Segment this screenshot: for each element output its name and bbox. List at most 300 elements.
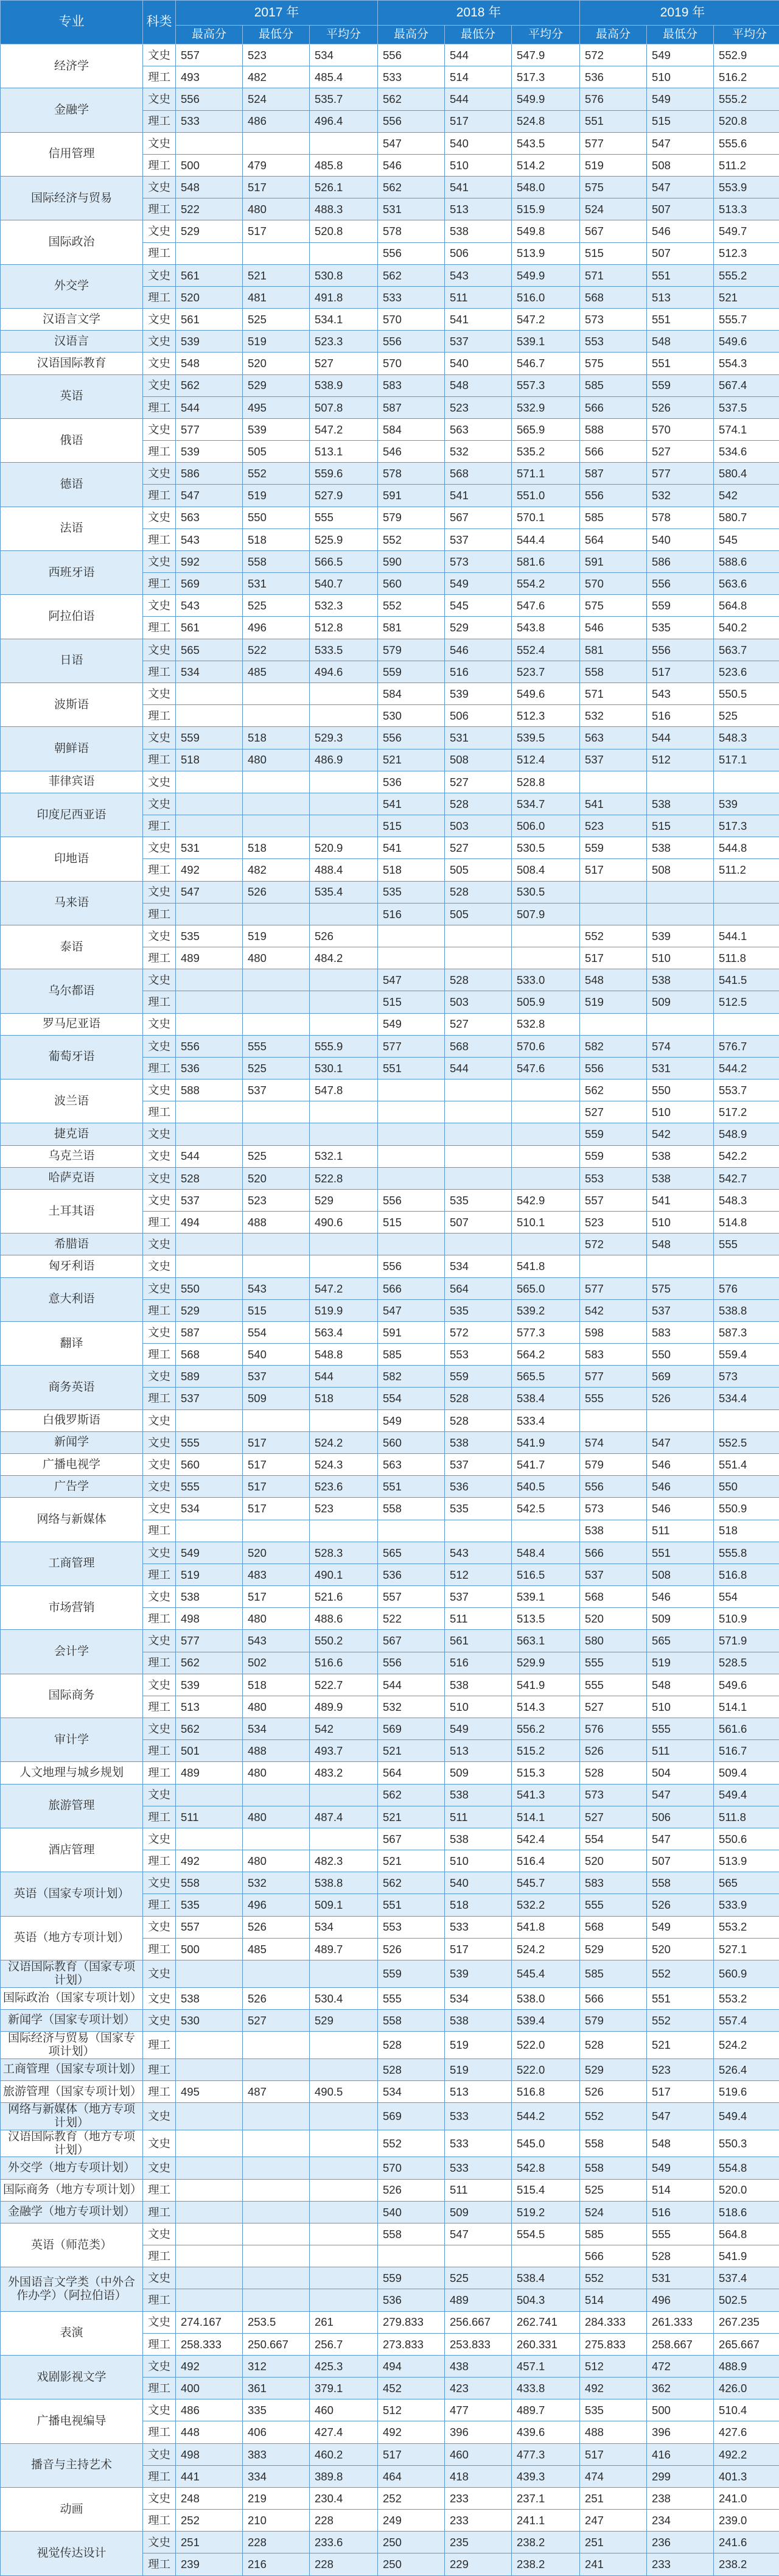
score-cell: 496 (647, 2289, 714, 2311)
track-cell: 文史 (143, 1321, 176, 1343)
score-cell: 490.6 (310, 1212, 378, 1234)
score-cell: 533 (445, 1916, 512, 1938)
score-cell (310, 1960, 378, 1987)
score-cell: 578 (378, 463, 445, 485)
score-cell: 553.9 (714, 177, 779, 198)
score-cell: 561.6 (714, 1718, 779, 1740)
score-cell: 581.6 (512, 550, 580, 572)
score-cell: 539 (176, 441, 243, 463)
table-row (1, 1013, 779, 1035)
score-cell: 549 (378, 1409, 445, 1431)
score-cell: 508 (445, 749, 512, 771)
score-cell: 509 (445, 2201, 512, 2223)
score-cell: 553.7 (714, 1079, 779, 1101)
max-score-header: 最高分 (378, 26, 445, 44)
score-cell: 570 (378, 309, 445, 331)
score-cell: 583 (580, 1872, 647, 1894)
score-cell: 527 (445, 837, 512, 859)
score-cell: 534.4 (714, 1388, 779, 1409)
score-cell: 543 (445, 1542, 512, 1563)
score-cell (243, 2267, 310, 2289)
score-cell: 521 (378, 1850, 445, 1872)
score-cell: 540.5 (512, 1476, 580, 1498)
score-cell: 546 (580, 617, 647, 639)
score-cell: 588.6 (714, 550, 779, 572)
score-cell (378, 1079, 445, 1101)
score-cell: 550.6 (714, 1828, 779, 1850)
score-cell: 533 (445, 2130, 512, 2157)
score-cell: 252 (176, 2510, 243, 2532)
score-cell: 494 (378, 2355, 445, 2377)
table-row (1, 331, 779, 353)
score-cell: 488.9 (714, 2355, 779, 2377)
score-cell: 238.2 (512, 2532, 580, 2553)
major-name-cell: 表演 (1, 2311, 143, 2355)
score-cell: 558 (243, 550, 310, 572)
score-cell: 535 (647, 617, 714, 639)
track-cell: 文史 (143, 550, 176, 572)
table-row (1, 309, 779, 331)
score-cell (176, 1234, 243, 1255)
score-cell: 539 (176, 331, 243, 353)
score-cell: 528 (378, 2031, 445, 2058)
score-cell: 555 (647, 1718, 714, 1740)
table-row (1, 88, 779, 110)
score-cell (512, 1123, 580, 1145)
score-cell: 576.7 (714, 1035, 779, 1057)
score-cell: 511 (445, 286, 512, 308)
score-cell: 512 (378, 2399, 445, 2421)
score-cell: 568 (176, 1344, 243, 1366)
score-cell: 532.1 (310, 1145, 378, 1167)
major-name-cell: 印度尼西亚语 (1, 793, 143, 837)
score-cell: 548 (445, 374, 512, 396)
score-cell: 480 (243, 1696, 310, 1718)
table-row (1, 1035, 779, 1057)
major-name-cell: 新闻学 (1, 1431, 143, 1453)
score-cell (176, 991, 243, 1013)
score-cell: 522.0 (512, 2058, 580, 2080)
score-cell: 534 (243, 1718, 310, 1740)
score-cell: 545.7 (512, 1872, 580, 1894)
score-cell: 529 (310, 1189, 378, 1211)
score-cell: 500 (647, 2399, 714, 2421)
score-cell: 495 (243, 396, 310, 418)
score-cell: 559 (378, 661, 445, 683)
track-cell: 文史 (143, 2487, 176, 2509)
score-cell: 537 (176, 1189, 243, 1211)
score-cell: 519.9 (310, 1299, 378, 1321)
score-cell: 577 (378, 1035, 445, 1057)
score-cell: 544.2 (512, 2103, 580, 2130)
table-row (1, 2179, 779, 2201)
major-name-cell: 汉语国际教育（地方专项计划） (1, 2130, 143, 2157)
score-cell: 530.1 (310, 1057, 378, 1079)
score-cell: 547 (647, 1784, 714, 1806)
score-cell: 512.8 (310, 617, 378, 639)
major-name-cell: 新闻学（国家专项计划） (1, 2009, 143, 2031)
score-cell: 529 (580, 1938, 647, 1960)
score-cell: 396 (445, 2421, 512, 2443)
score-cell: 234 (647, 2510, 714, 2532)
score-cell: 552.4 (512, 639, 580, 661)
score-cell (176, 969, 243, 991)
major-name-cell: 马来语 (1, 881, 143, 925)
score-cell: 534 (310, 1916, 378, 1938)
score-cell: 565 (647, 1630, 714, 1652)
track-cell: 文史 (143, 1123, 176, 1145)
score-cell: 492 (176, 1850, 243, 1872)
track-cell: 文史 (143, 1079, 176, 1101)
major-name-cell: 白俄罗斯语 (1, 1409, 143, 1431)
track-cell: 理工 (143, 1850, 176, 1872)
score-cell: 517 (580, 859, 647, 881)
track-cell: 文史 (143, 1167, 176, 1189)
table-row (1, 2009, 779, 2031)
major-name-cell: 英语（地方专项计划） (1, 1916, 143, 1960)
avg-score-header: 平均分 (714, 26, 779, 44)
score-cell: 548 (647, 331, 714, 353)
score-cell: 514 (647, 2179, 714, 2201)
score-cell: 539.1 (512, 1586, 580, 1608)
table-row (1, 771, 779, 793)
track-cell: 文史 (143, 1255, 176, 1277)
table-row (1, 639, 779, 661)
score-cell: 547.2 (310, 418, 378, 440)
score-cell: 452 (378, 2378, 445, 2399)
score-cell: 518 (243, 837, 310, 859)
score-cell: 531 (176, 837, 243, 859)
score-cell (243, 705, 310, 727)
score-cell: 241 (580, 2553, 647, 2575)
score-cell: 533.4 (512, 1409, 580, 1431)
score-cell: 532 (647, 485, 714, 507)
track-cell: 文史 (143, 353, 176, 374)
table-row (1, 2201, 779, 2223)
score-cell: 538.4 (512, 2267, 580, 2289)
score-cell: 573 (580, 1784, 647, 1806)
score-cell: 535 (445, 1299, 512, 1321)
score-cell (243, 771, 310, 793)
score-cell: 528 (580, 2031, 647, 2058)
score-cell: 540 (445, 353, 512, 374)
score-cell: 566 (580, 1542, 647, 1563)
score-cell: 571.9 (714, 1630, 779, 1652)
score-cell: 512 (445, 1563, 512, 1585)
score-cell: 510.4 (714, 2399, 779, 2421)
score-cell (176, 1784, 243, 1806)
score-cell: 521 (243, 264, 310, 286)
track-cell: 理工 (143, 2333, 176, 2355)
score-cell: 548.8 (310, 1344, 378, 1366)
score-cell (445, 1167, 512, 1189)
score-cell: 523 (243, 1189, 310, 1211)
score-cell: 548.9 (714, 1123, 779, 1145)
score-cell: 522.0 (512, 2031, 580, 2058)
track-cell: 文史 (143, 1409, 176, 1431)
score-cell (310, 1123, 378, 1145)
score-cell: 555 (580, 1652, 647, 1674)
score-cell: 484.2 (310, 947, 378, 969)
score-cell: 480 (243, 947, 310, 969)
score-cell: 540 (647, 528, 714, 550)
table-row (1, 1321, 779, 1343)
track-cell: 文史 (143, 463, 176, 485)
score-cell: 547 (647, 132, 714, 154)
score-cell: 570.6 (512, 1035, 580, 1057)
score-cell (243, 2031, 310, 2058)
score-cell (714, 903, 779, 925)
score-cell (176, 242, 243, 264)
score-cell: 516.7 (714, 1740, 779, 1762)
score-cell: 539 (714, 793, 779, 815)
score-cell: 514.1 (512, 1806, 580, 1828)
score-cell: 519.6 (714, 2080, 779, 2102)
table-row (1, 353, 779, 374)
major-name-cell: 商务英语 (1, 1366, 143, 1409)
major-name-cell: 汉语国际教育（国家专项计划） (1, 1960, 143, 1987)
score-cell: 574 (647, 1035, 714, 1057)
score-cell: 555 (176, 1476, 243, 1498)
major-name-cell: 德语 (1, 463, 143, 507)
score-cell: 510.9 (714, 1608, 779, 1630)
score-cell: 579 (580, 1454, 647, 1476)
score-cell (580, 1013, 647, 1035)
score-cell: 524.8 (512, 110, 580, 132)
score-cell (310, 991, 378, 1013)
score-cell: 238.2 (512, 2553, 580, 2575)
table-row (1, 2487, 779, 2509)
track-cell: 文史 (143, 793, 176, 815)
score-cell: 520.9 (310, 837, 378, 859)
table-row (1, 550, 779, 572)
year-2019-header: 2019 年 (580, 1, 779, 26)
score-cell: 538 (445, 1674, 512, 1696)
score-cell: 510 (445, 1850, 512, 1872)
major-name-cell: 乌尔都语 (1, 969, 143, 1013)
major-name-cell: 工商管理 (1, 1542, 143, 1585)
score-cell: 513 (445, 198, 512, 220)
table-row (1, 1145, 779, 1167)
score-cell: 219 (243, 2487, 310, 2509)
score-cell (647, 1409, 714, 1431)
score-cell: 488 (243, 1212, 310, 1234)
score-cell: 573 (580, 1498, 647, 1520)
track-cell: 文史 (143, 1630, 176, 1652)
score-cell (445, 2245, 512, 2267)
score-cell: 525 (580, 2179, 647, 2201)
track-cell: 理工 (143, 1652, 176, 1674)
score-cell: 516.6 (310, 1652, 378, 1674)
track-cell: 理工 (143, 991, 176, 1013)
score-cell: 529 (580, 2058, 647, 2080)
score-cell: 549 (647, 1916, 714, 1938)
score-cell (310, 2103, 378, 2130)
score-cell: 427.6 (714, 2421, 779, 2443)
score-cell: 544 (176, 396, 243, 418)
score-cell: 485.4 (310, 66, 378, 88)
score-cell: 559 (445, 1366, 512, 1388)
score-cell (445, 925, 512, 947)
score-cell: 540 (445, 1872, 512, 1894)
table-row (1, 1872, 779, 1894)
score-cell: 565.0 (512, 1277, 580, 1299)
score-cell: 284.333 (580, 2311, 647, 2333)
score-cell: 547 (176, 881, 243, 903)
score-cell: 509 (647, 1608, 714, 1630)
score-cell: 564.8 (714, 2223, 779, 2245)
score-cell (176, 2245, 243, 2267)
score-cell: 535 (378, 881, 445, 903)
score-cell (445, 1123, 512, 1145)
table-row (1, 418, 779, 440)
score-cell: 548 (176, 177, 243, 198)
score-cell: 517.3 (714, 815, 779, 837)
score-cell: 537 (647, 1299, 714, 1321)
major-name-cell: 网络与新媒体 (1, 1498, 143, 1542)
track-cell: 理工 (143, 1388, 176, 1409)
score-cell: 556.2 (512, 1718, 580, 1740)
score-cell: 570 (378, 353, 445, 374)
score-cell: 556 (176, 88, 243, 110)
score-cell: 562 (176, 1718, 243, 1740)
score-cell: 488.6 (310, 1608, 378, 1630)
score-cell: 567 (445, 507, 512, 528)
score-cell: 509.4 (714, 1762, 779, 1784)
table-row (1, 44, 779, 66)
avg-score-header: 平均分 (512, 26, 580, 44)
score-cell: 527.9 (310, 485, 378, 507)
score-cell: 525 (243, 1145, 310, 1167)
score-cell: 541 (445, 177, 512, 198)
score-cell: 544.2 (714, 1057, 779, 1079)
score-cell: 480 (243, 1850, 310, 1872)
score-cell: 515 (580, 242, 647, 264)
score-cell: 557 (176, 1916, 243, 1938)
score-cell (378, 1123, 445, 1145)
score-cell: 544 (310, 1366, 378, 1388)
score-cell: 485 (243, 1938, 310, 1960)
track-cell: 理工 (143, 2510, 176, 2532)
score-cell: 511.2 (714, 154, 779, 176)
score-cell: 544 (378, 1674, 445, 1696)
score-cell: 536 (445, 1476, 512, 1498)
score-cell: 538 (647, 969, 714, 991)
score-cell: 480 (243, 198, 310, 220)
major-name-cell: 翻译 (1, 1321, 143, 1365)
score-cell: 519.2 (512, 2201, 580, 2223)
score-cell: 538 (445, 1784, 512, 1806)
score-cell: 555 (176, 1431, 243, 1453)
score-cell: 513.3 (714, 198, 779, 220)
score-cell: 550 (647, 1344, 714, 1366)
score-cell: 583 (580, 1344, 647, 1366)
major-name-cell: 波兰语 (1, 1079, 143, 1123)
score-cell: 569 (176, 573, 243, 595)
score-cell: 253.5 (243, 2311, 310, 2333)
score-cell: 565 (378, 1542, 445, 1563)
score-cell (378, 1101, 445, 1123)
score-cell: 564.2 (512, 1344, 580, 1366)
score-cell: 569 (378, 2103, 445, 2130)
score-cell: 556 (378, 1189, 445, 1211)
score-cell: 524 (580, 2201, 647, 2223)
score-cell: 379.1 (310, 2378, 378, 2399)
track-cell: 文史 (143, 1718, 176, 1740)
score-cell (243, 2157, 310, 2179)
score-cell: 528 (445, 1388, 512, 1409)
score-cell: 522.7 (310, 1674, 378, 1696)
score-cell: 585 (378, 1344, 445, 1366)
track-cell: 理工 (143, 1520, 176, 1542)
track-cell: 文史 (143, 1366, 176, 1388)
score-cell: 541 (378, 837, 445, 859)
score-cell: 492 (580, 2378, 647, 2399)
score-cell: 574 (580, 1431, 647, 1453)
score-cell: 522 (176, 198, 243, 220)
score-cell: 485 (243, 661, 310, 683)
score-cell: 521 (378, 1806, 445, 1828)
score-cell: 581 (580, 639, 647, 661)
score-cell: 526.4 (714, 2058, 779, 2080)
score-cell: 578 (378, 220, 445, 242)
score-cell: 587 (378, 396, 445, 418)
major-name-cell: 国际商务（地方专项计划） (1, 2179, 143, 2201)
score-cell: 535 (445, 1189, 512, 1211)
score-cell: 551 (647, 1542, 714, 1563)
score-cell: 572 (580, 44, 647, 66)
score-cell: 516 (445, 661, 512, 683)
score-cell: 551 (647, 309, 714, 331)
score-cell: 566 (580, 1987, 647, 2009)
score-cell: 479 (243, 154, 310, 176)
score-cell: 562 (378, 1872, 445, 1894)
score-cell: 361 (243, 2378, 310, 2399)
score-cell (243, 969, 310, 991)
score-cell: 532 (580, 705, 647, 727)
score-cell: 267.235 (714, 2311, 779, 2333)
score-cell: 562 (176, 1652, 243, 1674)
score-cell: 564 (378, 1762, 445, 1784)
score-cell: 513.1 (310, 441, 378, 463)
score-cell: 568 (580, 1586, 647, 1608)
score-cell: 559 (580, 837, 647, 859)
score-cell: 571.1 (512, 463, 580, 485)
table-header (1, 1, 779, 44)
score-cell: 550 (647, 1079, 714, 1101)
score-cell: 552 (647, 2009, 714, 2031)
score-cell (243, 2201, 310, 2223)
score-cell: 483.2 (310, 1762, 378, 1784)
score-cell: 228 (243, 2532, 310, 2553)
score-cell: 549.6 (714, 1674, 779, 1696)
track-cell: 理工 (143, 1762, 176, 1784)
score-cell: 558 (580, 2130, 647, 2157)
score-cell: 558 (378, 2009, 445, 2031)
score-cell (512, 1101, 580, 1123)
score-cell: 460 (445, 2443, 512, 2465)
table-row (1, 881, 779, 903)
score-cell: 441 (176, 2465, 243, 2487)
score-cell (310, 705, 378, 727)
score-cell: 563 (378, 1454, 445, 1476)
score-cell: 549 (647, 44, 714, 66)
score-cell: 239 (176, 2553, 243, 2575)
score-cell: 517.3 (512, 66, 580, 88)
score-cell: 555 (714, 1234, 779, 1255)
score-cell: 515 (647, 110, 714, 132)
score-cell: 513 (176, 1696, 243, 1718)
